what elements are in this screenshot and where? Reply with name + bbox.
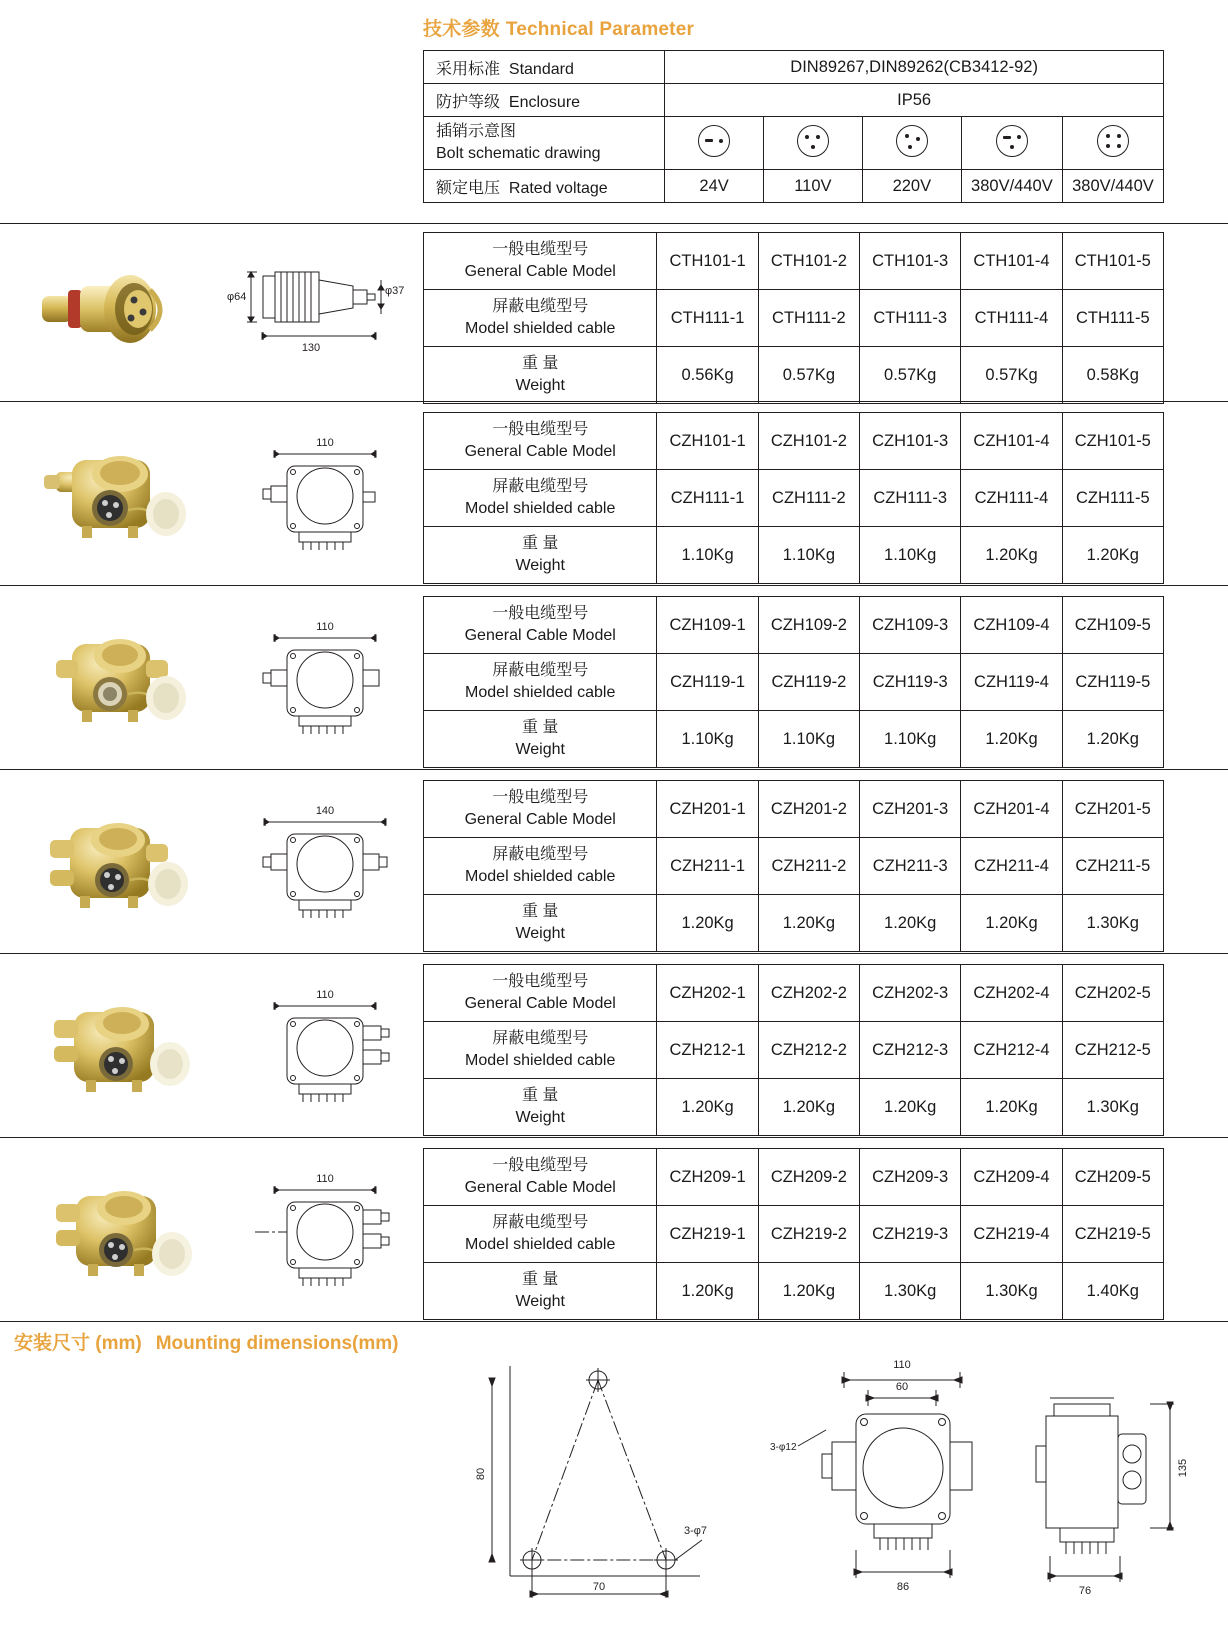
cell-weight-4-3: 1.20Kg: [860, 895, 961, 952]
product-photo-4: [20, 794, 210, 924]
product-drawing-3: [215, 610, 415, 750]
value-standard: DIN89267,DIN89262(CB3412-92): [665, 51, 1164, 84]
dim-label-c-base: 76: [1078, 1585, 1092, 1597]
dim-label-b-inner: 60: [895, 1381, 909, 1393]
mounting-drawing-b: [770, 1350, 1030, 1600]
cell-shielded-5-1: CZH212-1: [657, 1022, 758, 1079]
plug-4pin-icon: [1097, 125, 1129, 157]
cell-general-2-3: CZH101-3: [860, 413, 961, 470]
cell-shielded-1-3: CTH111-3: [860, 290, 961, 347]
product-row-3: [0, 585, 1228, 770]
label-weight-6: 重 量 Weight: [424, 1263, 657, 1320]
table-row: [424, 965, 1164, 1022]
section-divider: [0, 1321, 1228, 1322]
cell-general-2-2: CZH101-2: [758, 413, 859, 470]
product-photo-3: [20, 610, 210, 740]
label-weight-1: 重 量 Weight: [424, 347, 657, 404]
cell-general-2-4: CZH101-4: [961, 413, 1062, 470]
product-drawing-4: [215, 794, 415, 934]
product-table-6: [423, 1148, 1164, 1320]
table-row: [424, 1206, 1164, 1263]
cell-weight-2-1: 1.10Kg: [657, 527, 758, 584]
cell-weight-5-1: 1.20Kg: [657, 1079, 758, 1136]
dim-label-width-2: 110: [316, 437, 334, 449]
label-weight-2: 重 量 Weight: [424, 527, 657, 584]
dim-label-c-height: 135: [1177, 1458, 1189, 1478]
label-shielded-cable-2: 屏蔽电缆型号 Model shielded cable: [424, 470, 657, 527]
cell-shielded-5-3: CZH212-3: [860, 1022, 961, 1079]
mounting-title-cn: 安装尺寸 (mm): [14, 1333, 142, 1354]
table-row: [424, 470, 1164, 527]
cell-general-1-5: CTH101-5: [1062, 233, 1163, 290]
technical-parameter-table: [423, 50, 1164, 203]
label-weight-3: 重 量 Weight: [424, 711, 657, 768]
cell-weight-3-1: 1.10Kg: [657, 711, 758, 768]
cell-shielded-4-1: CZH211-1: [657, 838, 758, 895]
label-shielded-cable-3: 屏蔽电缆型号 Model shielded cable: [424, 654, 657, 711]
table-row: [424, 347, 1164, 404]
product-row-1: [0, 223, 1228, 402]
cell-weight-1-4: 0.57Kg: [961, 347, 1062, 404]
cell-shielded-1-2: CTH111-2: [758, 290, 859, 347]
technical-parameter-title-en: Technical Parameter: [505, 19, 695, 40]
bolt-diagram-380v-2: [1062, 117, 1163, 170]
cell-general-3-2: CZH109-2: [758, 597, 859, 654]
product-photo-5: [20, 978, 210, 1108]
cell-shielded-6-5: CZH219-5: [1062, 1206, 1163, 1263]
cell-shielded-3-4: CZH119-4: [961, 654, 1062, 711]
mounting-title-en: Mounting dimensions(mm): [155, 1333, 399, 1354]
row-label-voltage-cn: 额定电压: [436, 179, 501, 197]
cell-shielded-4-5: CZH211-5: [1062, 838, 1163, 895]
product-table-4: [423, 780, 1164, 952]
label-general-cable-4: 一般电缆型号 General Cable Model: [424, 781, 657, 838]
dim-label-width-5: 110: [316, 989, 334, 1001]
cell-general-3-3: CZH109-3: [860, 597, 961, 654]
cell-weight-4-2: 1.20Kg: [758, 895, 859, 952]
label-general-cable-6: 一般电缆型号 General Cable Model: [424, 1149, 657, 1206]
cell-weight-6-5: 1.40Kg: [1062, 1263, 1163, 1320]
cell-general-2-5: CZH101-5: [1062, 413, 1163, 470]
cell-general-4-3: CZH201-3: [860, 781, 961, 838]
table-row-rated-voltage: [424, 170, 1164, 203]
voltage-value-1: 24V: [665, 170, 764, 203]
cell-general-1-3: CTH101-3: [860, 233, 961, 290]
technical-parameter-heading: [423, 14, 694, 41]
product-table-3: [423, 596, 1164, 768]
dim-label-width-3: 110: [316, 621, 334, 633]
cell-weight-5-4: 1.20Kg: [961, 1079, 1062, 1136]
cell-general-1-4: CTH101-4: [961, 233, 1062, 290]
cell-shielded-1-5: CTH111-5: [1062, 290, 1163, 347]
cell-general-6-2: CZH209-2: [758, 1149, 859, 1206]
table-row: [424, 1079, 1164, 1136]
cell-weight-1-1: 0.56Kg: [657, 347, 758, 404]
mounting-dimensions-heading: [14, 1328, 399, 1355]
cell-general-3-1: CZH109-1: [657, 597, 758, 654]
product-row-4: [0, 769, 1228, 954]
cell-weight-5-2: 1.20Kg: [758, 1079, 859, 1136]
row-label-bolt-en: Bolt schematic drawing: [436, 145, 601, 162]
cell-weight-5-3: 1.20Kg: [860, 1079, 961, 1136]
cell-weight-2-2: 1.10Kg: [758, 527, 859, 584]
cell-general-4-1: CZH201-1: [657, 781, 758, 838]
cell-general-1-2: CTH101-2: [758, 233, 859, 290]
cell-general-4-4: CZH201-4: [961, 781, 1062, 838]
dimension-drawing-5: [215, 978, 415, 1118]
label-shielded-cable-1: 屏蔽电缆型号 Model shielded cable: [424, 290, 657, 347]
product-table-1: [423, 232, 1164, 404]
product-drawing-5: [215, 978, 415, 1118]
cell-weight-4-5: 1.30Kg: [1062, 895, 1163, 952]
label-general-cable-1: 一般电缆型号 General Cable Model: [424, 233, 657, 290]
row-label-enclosure-cn: 防护等级: [436, 93, 501, 111]
table-row: [424, 895, 1164, 952]
table-row: [424, 1022, 1164, 1079]
mounting-drawing-c: [1010, 1350, 1220, 1600]
cell-weight-4-4: 1.20Kg: [961, 895, 1062, 952]
dim-label-d64: φ64: [227, 291, 247, 303]
row-label-standard: [424, 51, 665, 84]
cell-weight-4-1: 1.20Kg: [657, 895, 758, 952]
cell-shielded-2-4: CZH111-4: [961, 470, 1062, 527]
cell-shielded-5-2: CZH212-2: [758, 1022, 859, 1079]
table-row: [424, 233, 1164, 290]
product-table-5: [423, 964, 1164, 1136]
cell-general-5-3: CZH202-3: [860, 965, 961, 1022]
dimension-drawing-3: [215, 610, 415, 750]
cell-weight-5-5: 1.30Kg: [1062, 1079, 1163, 1136]
cell-weight-6-1: 1.20Kg: [657, 1263, 758, 1320]
label-general-cable-2: 一般电缆型号 General Cable Model: [424, 413, 657, 470]
cell-weight-6-2: 1.20Kg: [758, 1263, 859, 1320]
cell-general-5-2: CZH202-2: [758, 965, 859, 1022]
label-weight-4: 重 量 Weight: [424, 895, 657, 952]
cell-general-6-4: CZH209-4: [961, 1149, 1062, 1206]
cell-shielded-1-4: CTH111-4: [961, 290, 1062, 347]
cell-shielded-2-5: CZH111-5: [1062, 470, 1163, 527]
cell-shielded-4-2: CZH211-2: [758, 838, 859, 895]
plug-2pin-icon: [698, 125, 730, 157]
row-label-bolt-cn: 插销示意图: [436, 123, 517, 141]
label-general-cable-3: 一般电缆型号 General Cable Model: [424, 597, 657, 654]
row-label-enclosure-en: Enclosure: [508, 93, 581, 111]
cell-weight-1-5: 0.58Kg: [1062, 347, 1163, 404]
product-drawing-6: [215, 1162, 415, 1302]
table-row-standard: [424, 51, 1164, 84]
table-row: [424, 1263, 1164, 1320]
dim-label-b-outer: 110: [893, 1359, 911, 1371]
product-photo-2: [20, 426, 210, 556]
cell-general-3-5: CZH109-5: [1062, 597, 1163, 654]
cell-shielded-2-2: CZH111-2: [758, 470, 859, 527]
table-row: [424, 711, 1164, 768]
voltage-value-5: 380V/440V: [1062, 170, 1163, 203]
dim-label-a-height: 80: [475, 1467, 487, 1481]
value-enclosure: IP56: [665, 84, 1164, 117]
dim-label-a-holes: 3-φ7: [684, 1525, 708, 1537]
cell-general-6-3: CZH209-3: [860, 1149, 961, 1206]
product-table-2: [423, 412, 1164, 584]
table-row: [424, 781, 1164, 838]
cell-shielded-6-2: CZH219-2: [758, 1206, 859, 1263]
cell-shielded-2-3: CZH111-3: [860, 470, 961, 527]
table-row: [424, 654, 1164, 711]
cell-shielded-6-1: CZH219-1: [657, 1206, 758, 1263]
product-photo-6: [20, 1162, 210, 1292]
technical-parameter-title-cn: 技术参数: [423, 19, 500, 40]
cell-general-1-1: CTH101-1: [657, 233, 758, 290]
cell-weight-3-4: 1.20Kg: [961, 711, 1062, 768]
table-row: [424, 1149, 1164, 1206]
row-label-enclosure: [424, 84, 665, 117]
table-row: [424, 527, 1164, 584]
cell-shielded-3-5: CZH119-5: [1062, 654, 1163, 711]
cell-weight-6-3: 1.30Kg: [860, 1263, 961, 1320]
voltage-value-2: 110V: [763, 170, 862, 203]
cell-shielded-6-3: CZH219-3: [860, 1206, 961, 1263]
table-row-bolt-schematic: [424, 117, 1164, 170]
cell-general-6-1: CZH209-1: [657, 1149, 758, 1206]
table-row-enclosure: [424, 84, 1164, 117]
row-label-bolt-schematic: [424, 117, 665, 170]
label-weight-5: 重 量 Weight: [424, 1079, 657, 1136]
voltage-value-4: 380V/440V: [961, 170, 1062, 203]
cell-shielded-2-1: CZH111-1: [657, 470, 758, 527]
bolt-diagram-220v: [862, 117, 961, 170]
cell-shielded-3-1: CZH119-1: [657, 654, 758, 711]
cell-shielded-5-4: CZH212-4: [961, 1022, 1062, 1079]
dim-label-d37: φ37: [385, 285, 405, 297]
cell-weight-1-3: 0.57Kg: [860, 347, 961, 404]
dim-label-b-base: 86: [896, 1581, 910, 1593]
cell-general-5-1: CZH202-1: [657, 965, 758, 1022]
plug-3pin-c-icon: [996, 125, 1028, 157]
dimension-drawing-6: [215, 1162, 415, 1302]
cell-shielded-3-2: CZH119-2: [758, 654, 859, 711]
cell-general-4-2: CZH201-2: [758, 781, 859, 838]
cell-shielded-5-5: CZH212-5: [1062, 1022, 1163, 1079]
label-shielded-cable-6: 屏蔽电缆型号 Model shielded cable: [424, 1206, 657, 1263]
mounting-drawing-a: [470, 1350, 730, 1600]
plug-3pin-b-icon: [896, 125, 928, 157]
product-row-5: [0, 953, 1228, 1138]
table-row: [424, 413, 1164, 470]
cell-shielded-4-4: CZH211-4: [961, 838, 1062, 895]
cell-general-2-1: CZH101-1: [657, 413, 758, 470]
row-label-voltage-en: Rated voltage: [508, 179, 608, 197]
bolt-diagram-24v: [665, 117, 764, 170]
bolt-diagram-380v-1: [961, 117, 1062, 170]
cell-weight-2-5: 1.20Kg: [1062, 527, 1163, 584]
cell-shielded-1-1: CTH111-1: [657, 290, 758, 347]
cell-shielded-6-4: CZH219-4: [961, 1206, 1062, 1263]
cell-general-5-5: CZH202-5: [1062, 965, 1163, 1022]
product-photo-1: [20, 250, 210, 370]
row-label-standard-cn: 采用标准: [436, 60, 501, 78]
cell-general-5-4: CZH202-4: [961, 965, 1062, 1022]
dim-label-width-6: 110: [316, 1173, 334, 1185]
cell-weight-3-2: 1.10Kg: [758, 711, 859, 768]
cell-weight-1-2: 0.57Kg: [758, 347, 859, 404]
table-row: [424, 838, 1164, 895]
dimension-drawing-2: [215, 426, 415, 566]
dim-label-length: 130: [301, 342, 321, 354]
dim-label-b-holes: 3-φ12: [770, 1442, 797, 1453]
cell-general-6-5: CZH209-5: [1062, 1149, 1163, 1206]
product-row-6: [0, 1137, 1228, 1322]
dimension-drawing-4: [215, 794, 415, 934]
plug-3pin-icon: [797, 125, 829, 157]
dimension-drawing-1: [215, 254, 415, 364]
product-drawing-1: [215, 254, 415, 364]
cell-weight-2-3: 1.10Kg: [860, 527, 961, 584]
cell-shielded-3-3: CZH119-3: [860, 654, 961, 711]
cell-weight-6-4: 1.30Kg: [961, 1263, 1062, 1320]
cell-general-3-4: CZH109-4: [961, 597, 1062, 654]
cell-weight-3-3: 1.10Kg: [860, 711, 961, 768]
cell-shielded-4-3: CZH211-3: [860, 838, 961, 895]
table-row: [424, 290, 1164, 347]
label-shielded-cable-5: 屏蔽电缆型号 Model shielded cable: [424, 1022, 657, 1079]
cell-weight-3-5: 1.20Kg: [1062, 711, 1163, 768]
label-general-cable-5: 一般电缆型号 General Cable Model: [424, 965, 657, 1022]
table-row: [424, 597, 1164, 654]
row-label-standard-en: Standard: [508, 60, 574, 78]
product-row-2: [0, 401, 1228, 586]
label-shielded-cable-4: 屏蔽电缆型号 Model shielded cable: [424, 838, 657, 895]
cell-weight-2-4: 1.20Kg: [961, 527, 1062, 584]
bolt-diagram-110v: [763, 117, 862, 170]
product-drawing-2: [215, 426, 415, 566]
dim-label-width-4: 140: [315, 805, 335, 817]
row-label-rated-voltage: [424, 170, 665, 203]
dim-label-a-width: 70: [592, 1581, 606, 1593]
cell-general-4-5: CZH201-5: [1062, 781, 1163, 838]
voltage-value-3: 220V: [862, 170, 961, 203]
